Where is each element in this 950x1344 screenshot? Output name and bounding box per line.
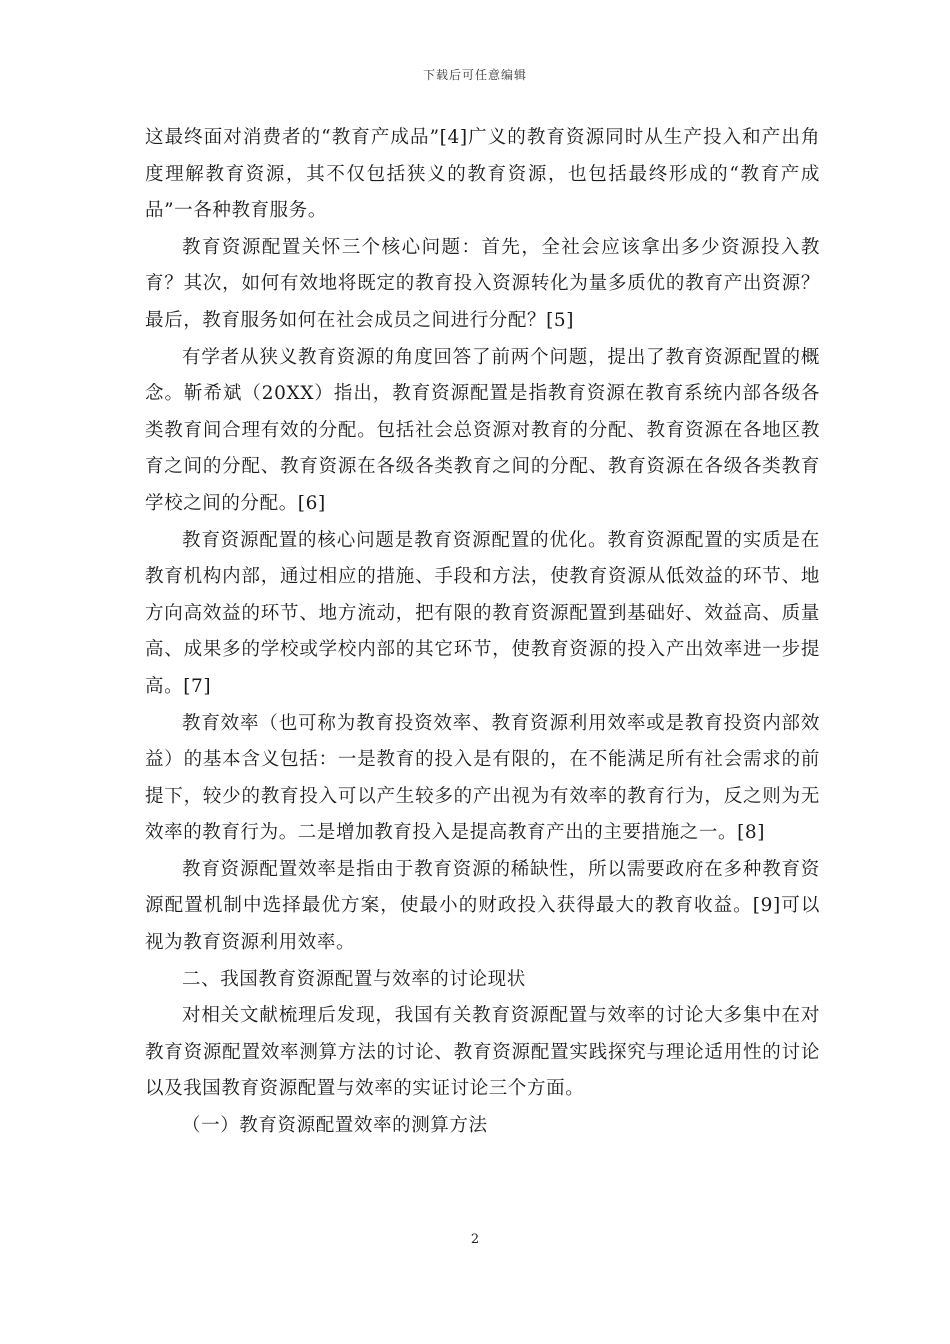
paragraph: 对相关文献梳理后发现，我国有关教育资源配置与效率的讨论大多集中在对教育资源配置效率测算方法的讨论、教育资源配置实践探究与理论适用性的讨论以及我国教育资源配置与效率的实证讨论三个方面。	[145, 1005, 820, 1100]
paragraph: 教育资源配置效率是指由于教育资源的稀缺性，所以需要政府在多种教育资源配置机制中选择最优方案，使最小的财政投入获得最大的教育收益。[9]可以视为教育资源利用效率。	[145, 858, 820, 954]
section-heading: 二、我国教育资源配置与效率的讨论现状	[182, 968, 526, 990]
document-body	[145, 120, 820, 1145]
paragraph: 有学者从狭义教育资源的角度回答了前两个问题，提出了教育资源配置的概念。靳希斌（20XX）指出，教育资源配置是指教育资源在教育系统内部各级各类教育间合理有效的分配。包括社会总资源对教育的分配、教育资源在各地区教育之间的分配、教育资源在各级各类教育之间的分配、教育资源在各级各类教育学校之间的分配。[6]	[145, 346, 820, 514]
paragraph: 教育资源配置的核心问题是教育资源配置的优化。教育资源配置的实质是在教育机构内部，通过相应的措施、手段和方法，使教育资源从低效益的环节、地方向高效益的环节、地方流动，把有限的教育资源配置到基础好、效益高、质量高、成果多的学校或学校内部的其它环节，使教育资源的投入产出效率进一步提高。[7]	[145, 529, 820, 697]
page-number: 2	[470, 1232, 480, 1247]
subsection-heading: （一）教育资源配置效率的测算方法	[182, 1115, 488, 1137]
page-header: 下载后可任意编辑	[422, 68, 527, 82]
paragraph-continuation: 这最终面对消费者的“教育产成品”[4]广义的教育资源同时从生产投入和产出角度理解教育资源，其不仅包括狭义的教育资源，也包括最终形成的“教育产成品”一各种教育服务。	[145, 127, 820, 222]
paragraph: 教育效率（也可称为教育投资效率、教育资源利用效率或是教育投资内部效益）的基本含义包括：一是教育的投入是有限的，在不能满足所有社会需求的前提下，较少的教育投入可以产生较多的产出视为有效率的教育行为，反之则为无效率的教育行为。二是增加教育投入是提高教育产出的主要措施之一。[8]	[145, 712, 820, 844]
paragraph: 教育资源配置关怀三个核心问题：首先，全社会应该拿出多少资源投入教育？其次，如何有效地将既定的教育投入资源转化为量多质优的教育产出资源？最后，教育服务如何在社会成员之间进行分配？[5]	[145, 236, 820, 331]
